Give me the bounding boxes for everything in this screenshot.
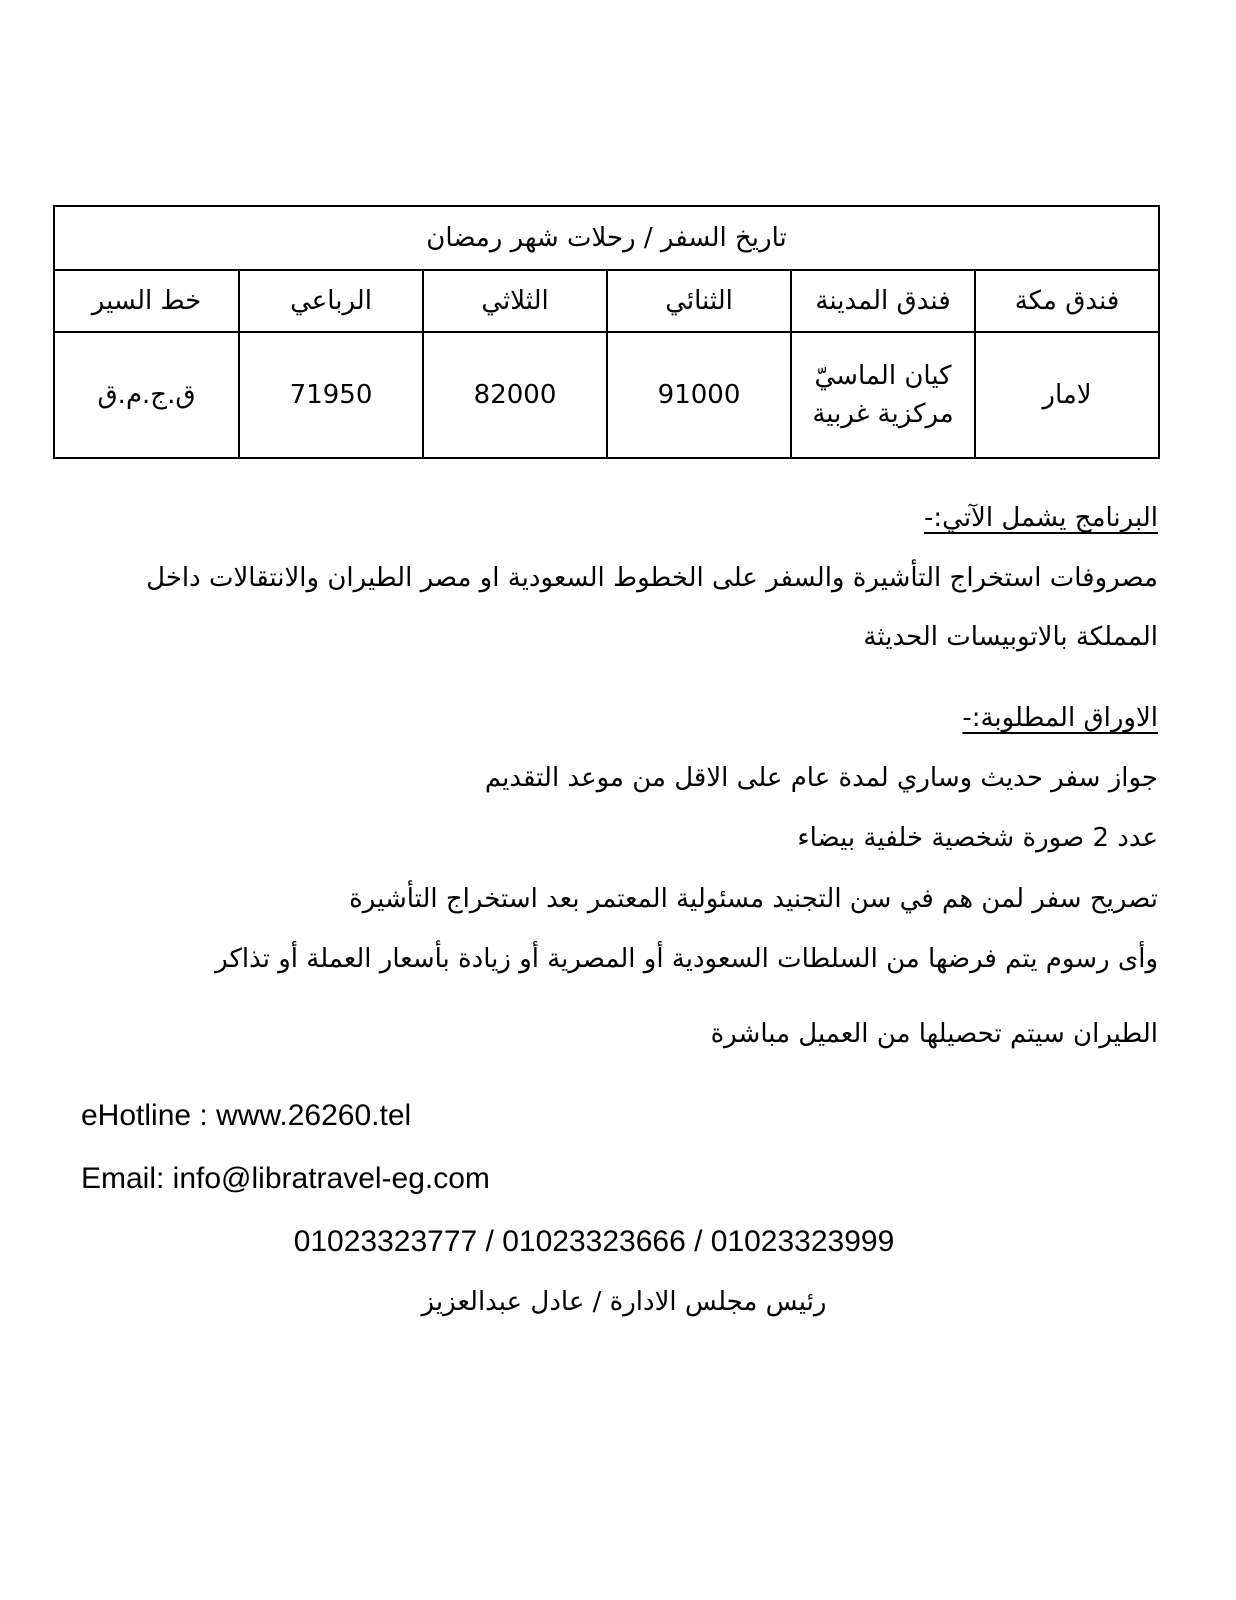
program-line-2: المملكة بالاتوبيسات الحديثة: [863, 622, 1158, 652]
table-title: تاريخ السفر / رحلات شهر رمضان: [54, 206, 1159, 270]
documents-item-4: وأى رسوم يتم فرضها من السلطات السعودية أو المصرية أو زيادة بأسعار العملة أو تذاكر: [215, 944, 1158, 974]
cell-route: ق.ج.م.ق: [54, 332, 239, 458]
hotline-text: eHotline : www.26260.tel: [81, 1099, 412, 1132]
cell-double-price: 91000: [607, 332, 791, 458]
table-header-row: [54, 270, 1159, 332]
email-text: Email: info@libratravel-eg.com: [81, 1162, 490, 1195]
phone-numbers: 01023323777 / 01023323666 / 01023323999: [293, 1225, 895, 1258]
cell-makkah-hotel: لامار: [975, 332, 1159, 458]
header-madinah-hotel: فندق المدينة: [791, 270, 975, 332]
header-triple: الثلاثي: [423, 270, 607, 332]
header-quad: الرباعي: [239, 270, 423, 332]
header-route: خط السير: [54, 270, 239, 332]
cell-madinah-hotel: [791, 332, 975, 458]
documents-item-2: عدد 2 صورة شخصية خلفية بيضاء: [797, 823, 1158, 853]
header-makkah-hotel: فندق مكة: [975, 270, 1159, 332]
madinah-hotel-name: كيان الماسيّ: [814, 361, 952, 391]
table-title-row: [54, 206, 1159, 270]
pricing-table: [53, 205, 1160, 459]
documents-item-1: جواز سفر حديث وساري لمدة عام على الاقل من موعد التقديم: [484, 763, 1158, 793]
cell-quad-price: 71950: [239, 332, 423, 458]
program-heading: البرنامج يشمل الآتي:-: [924, 503, 1158, 533]
documents-item-5: الطيران سيتم تحصيلها من العميل مباشرة: [710, 1019, 1158, 1049]
header-double: الثنائي: [607, 270, 791, 332]
documents-heading: الاوراق المطلوبة:-: [962, 703, 1158, 733]
signature-line: رئيس مجلس الادارة / عادل عبدالعزيز: [421, 1287, 827, 1317]
documents-item-3: تصريح سفر لمن هم في سن التجنيد مسئولية المعتمر بعد استخراج التأشيرة: [349, 884, 1158, 914]
program-line-1: مصروفات استخراج التأشيرة والسفر على الخطوط السعودية او مصر الطيران والانتقالات داخل: [146, 563, 1158, 593]
cell-triple-price: 82000: [423, 332, 607, 458]
table-row: [54, 332, 1159, 458]
madinah-hotel-location: مركزية غربية: [812, 399, 954, 429]
